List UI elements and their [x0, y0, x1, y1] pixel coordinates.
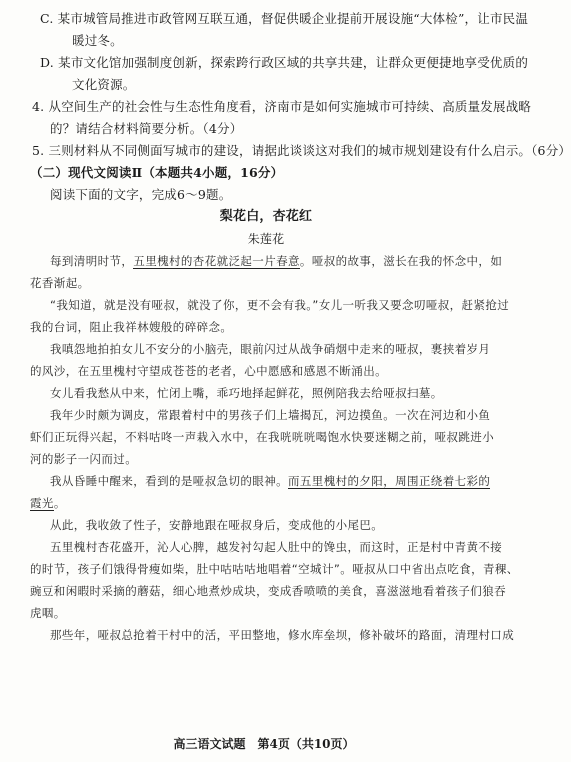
- paragraph-6-line-2: [30, 492, 502, 514]
- paragraph-5-line-1: 我年少时颇为调皮，常跟着村中的男孩子们上墙揭瓦，河边摸鱼。一次在河边和小鱼: [50, 408, 491, 422]
- paragraph-3-line-1: 我嗔怨地拍拍女儿不安分的小脑壳，眼前闪过从战争硝烟中走来的哑叔，裹挟着岁月: [50, 342, 491, 356]
- paragraph-6-line-1: [30, 470, 502, 492]
- question-d-line-1: D. 某市文化馆加强制度创新，探索跨行政区域的共享共建，让群众更便捷地享受优质的: [40, 55, 529, 70]
- paragraph-8-line-3: 豌豆和闲暇时采摘的蘑菇，细心地煮炒成块，变成香喷喷的美食，喜滋滋地看着孩子们狼吞: [30, 584, 506, 598]
- paragraph-9-line-1: 那些年，哑叔总抢着干村中的活，平田整地，修水库垒坝，修补破坏的路面，清理村口成: [50, 628, 515, 642]
- question-c-line-1: C. 某市城管局推进市政管网互联互通，督促供暖企业提前开展设施“大体检”，让市民温: [40, 11, 529, 26]
- underlined-text: 而五里槐村的夕阳，周围正绕着七彩的: [288, 474, 491, 488]
- paragraph-8-line-1: 五里槐村杏花盛开，沁人心脾，越发衬勾起人肚中的馋虫，而这时，正是村中青黄不接: [50, 540, 503, 554]
- story-author: 朱莲花: [247, 232, 285, 246]
- page-footer: 高三语文试题 第4页（共10页）: [173, 737, 355, 751]
- paragraph-2-line-1: “我知道，就是没有哑叔，就没了你，更不会有我。”女儿一听我又要念叨哑叔，赶紧抢过: [50, 298, 510, 312]
- paragraph-3-line-2: 的风沙，在五里槐村守望成苍苍的老者，心中愿感和感恩不断涌出。: [30, 364, 387, 378]
- question-d-line-2: 文化资源。: [72, 77, 136, 92]
- paragraph-5-line-3: 河的影子一闪而过。: [30, 452, 138, 466]
- text-segment: 我从昏睡中醒来，看到的是哑叔急切的眼神。: [50, 474, 288, 488]
- underlined-text: 五里槐村的杏花就泛起一片春意: [133, 254, 300, 268]
- question-5: 5. 三则材料从不同侧面写城市的建设，请据此谈谈这对我们的城市规划建设有什么启示。（6分）: [32, 143, 571, 158]
- text-segment: 。: [53, 496, 66, 510]
- story-title: 梨花白，杏花红: [219, 209, 313, 224]
- paragraph-1-line-1: [30, 250, 502, 272]
- underlined-text: 霞光: [30, 496, 54, 510]
- question-c-line-2: 暖过冬。: [72, 33, 123, 48]
- section-heading: （二）现代文阅读Ⅱ（本题共4小题，16分）: [30, 165, 284, 180]
- paragraph-1-line-2: 花香渐起。: [30, 276, 90, 290]
- question-4-line-1: 4. 从空间生产的社会性与生态性角度看，济南市是如何实施城市可持续、高质量发展战略: [32, 99, 532, 114]
- paragraph-7-line-1: 从此，我收敛了性子，安静地跟在哑叔身后，变成他的小尾巴。: [50, 518, 384, 532]
- paragraph-8-line-2: 的时节，孩子们饿得骨瘦如柴，肚中咕咕咕地唱着“空城计”。哑叔从口中省出点吃食，青稞、: [30, 562, 519, 576]
- paragraph-2-line-2: 我的台词，阻止我祥林嫂般的碎碎念。: [30, 320, 233, 334]
- paragraph-4-line-1: 女儿看我愁从中来，忙闭上嘴，乖巧地择起鲜花，照例陪我去给哑叔扫墓。: [50, 386, 443, 400]
- text-segment: 每到清明时节，: [50, 254, 134, 268]
- text-segment: 。哑叔的故事，滋长在我的怀念中，如: [299, 254, 503, 268]
- question-4-line-2: 的？请结合材料简要分析。（4分）: [50, 121, 243, 136]
- paragraph-5-line-2: 虾们正玩得兴起，不料咕咚一声栽入水中，在我咣咣咣喝饱水快要迷糊之前，哑叔跳进小: [30, 430, 495, 444]
- reading-instruction: 阅读下面的文字，完成6～9题。: [50, 187, 232, 202]
- paragraph-8-line-4: 虎咽。: [30, 606, 66, 620]
